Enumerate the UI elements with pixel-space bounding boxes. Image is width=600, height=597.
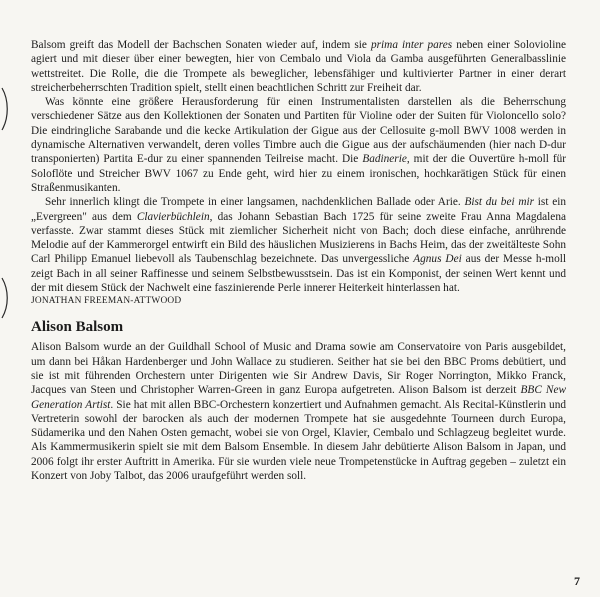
bio-paragraph xyxy=(31,340,566,483)
booklet-binding-marks xyxy=(0,0,14,597)
essay-text: neben einer Solovioline agiert und mit dieser über einer bewegten, hier von Cembalo und Viola da Gamba ausgeführten Generalbasslinie wettstreitet. Die Rolle, die die Trompete als beweglicher, lebensfähiger und kultivierter Partner in einer derart streicherbeherrschten Tradition spielt, stellt einen beachtlichen Schritt zur Freiheit dar. xyxy=(31,39,566,94)
essay-italic: prima inter pares xyxy=(370,39,453,51)
bio-text: Alison Balsom wurde an der Guildhall School of Music and Drama sowie am Conservatoire von Paris ausgebildet, um dann bei Håkan Hardenberger und John Wallace zu studieren. Seither hat sie bei den BBC Proms debütiert, und sie ist mit führenden Orchestern unter Dirigenten wie Sir Andrew Davis, Sir Roger Norrington, Mikko Franck, Jacques van Steen und Christopher Warren-Green in ganz Europa aufgetreten. Alison Balsom ist derzeit xyxy=(31,341,566,397)
essay-text: Was könnte eine größere Herausforderung für einen Instrumentalisten darstellen als die Beherrschung verschiedener Sätze aus den Kollektionen der Sonaten und Partiten für Violine oder der Suiten für Violoncello solo? Die eindringliche Sarabande und die kecke Artikulation der Gigue aus der Cellosuite g-moll BWV 1008 werden in dynamische Alternativen verwandelt, deren volles Timbre auch die Gigue aus der aufschäumenden (hier nach D-dur transponierten) Partita E-dur zu einer spannenden Teilreise macht. Die xyxy=(31,96,566,166)
bio-text: . Sie hat mit allen BBC-Orchestern konzertiert und Aufnahmen gemacht. Als Recital-Künstlerin und Vertreterin sowohl der barocken als auch der modernen Trompete hat sie ausgedehnte Tourneen durch Europa, Südamerika und den Nahen Osten gemacht, wobei sie von Orgel, Klavier, Cembalo und Schlagzeug begleitet wurde. Als Kammermusikerin spielt sie mit dem Balsom Ensemble. In diesem Jahr debütierte Alison Balsom in Japan, und 2006 folgt ihr erster Auftritt in Amerika. Für sie wurden viele neue Trompetenstücke in Auftrag gegeben – zuletzt ein Konzert von Joby Talbot, das 2006 uraufgeführt werden soll. xyxy=(31,398,566,483)
essay-text: , das Johann Sebastian Bach 1725 für seine zweite Frau Anna Magdalena verfasste. Zwar stammt dieses Stück mit ziemlicher Sicherheit nicht von Bach; doch diese einfache, anrührende Melodie auf der Kammerorgel entwirft ein Bild des häuslichen Musizierens in Bachs Heim, das der zweitälteste Sohn Carl Philipp Emanuel liebevoll als Taubenschlag bezeichnete. Das unvergessliche xyxy=(31,210,566,266)
essay-text: aus der Messe h-moll zeigt Bach in all seiner Raffinesse und seinem Selbstbewusstsein. Das ist ein Komponist, der seinen Wert kennt und der mit diesem Stück der Nachwelt eine faszinierende Perle innerer Heiterkeit hinterlassen hat. xyxy=(31,253,566,295)
booklet-page xyxy=(31,38,566,483)
essay-italic: Agnus Dei xyxy=(413,253,462,266)
bio-italic: BBC New Generation Artist xyxy=(31,384,566,411)
essay-text: , mit der die Ouvertüre h-moll für Soloflöte und Streicher BWV 1067 zu Ende geht, wird hier zu einem ironischen, hochkarätigen Stück für einen Straßenmusikanten. xyxy=(31,153,566,194)
essay-italic: Clavierbüchlein xyxy=(136,210,210,223)
essay-paragraph-1 xyxy=(31,38,566,95)
essay-italic: Badinerie xyxy=(362,153,407,166)
essay-paragraph-3 xyxy=(31,195,566,295)
essay-paragraph-2 xyxy=(31,95,566,195)
essay-text: Sehr innerlich klingt die Trompete in einer langsamen, nachdenklichen Ballade oder Arie. xyxy=(45,196,465,209)
bio-heading: Alison Balsom xyxy=(31,319,124,336)
essay-author: JONATHAN FREEMAN-ATTWOOD xyxy=(31,296,182,307)
essay-text: Balsom greift das Modell der Bachschen Sonaten wieder auf, indem sie xyxy=(31,39,371,51)
page-number: 7 xyxy=(574,574,580,588)
essay-text: ist ein „Evergreen" aus dem xyxy=(31,196,567,223)
essay-italic: Bist du bei mir xyxy=(464,196,535,209)
